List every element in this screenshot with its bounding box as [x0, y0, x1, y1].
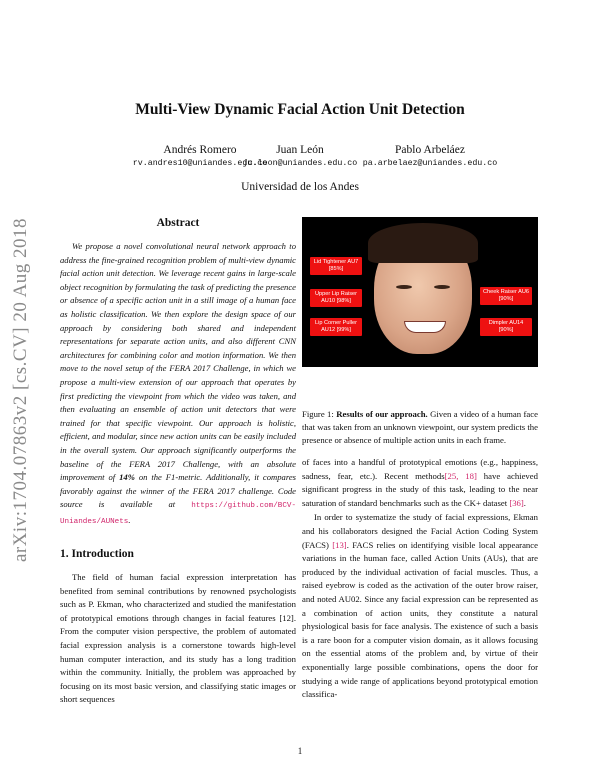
caption-prefix: Figure 1:: [302, 409, 337, 419]
paper-title: Multi-View Dynamic Facial Action Unit Detection: [135, 101, 465, 118]
abstract-heading: Abstract: [156, 217, 200, 229]
p1-text-c: .: [523, 497, 526, 508]
au-label-upper-lip-raiser: Upper Lip Raiser AU10 [98%]: [310, 289, 362, 307]
abstract-text-c: .: [128, 514, 131, 525]
arxiv-id: arXiv:1704.07863v2 [cs.CV] 20 Aug 2018: [10, 217, 31, 563]
abstract-text-b: on the F1-metric. Additionally, it compares favorably against the winner of the FERA 2017 challenge. Code source is available at: [60, 472, 297, 510]
page-number: 1: [297, 746, 303, 756]
p2-text-b: . FACS relies on identifying visible local appearance variations in the human face, called Action Units (AUs), that are produced by the individual activation of facial muscles. Thus, a raised eyebrow is coded as the activation of the outer brow raiser, and noted AU02. Since any facial expression can be represented as a combination of action units, they constitute a natural physiological basis for face analysis. The existence of such a basis is a rare boon for a computer vision domain, as it allows focusing on the essential atoms of the problem and, by virtue of their exponentially large possible combinations, opens the door for studying a wide range of applications beyond prototypical emotion classifica-: [302, 539, 538, 700]
author-email-1: rv.andres10@uniandes.edu.co: [132, 159, 268, 168]
author-name-3: Pablo Arbeláez: [395, 144, 465, 156]
au-label-lip-corner-puller: Lip Corner Puller AU12 [99%]: [310, 318, 362, 336]
figure-1-caption: [302, 408, 538, 448]
arxiv-stamp: [10, 200, 32, 580]
author-email-2: jc.leon@uniandes.edu.co: [242, 159, 358, 168]
affiliation: Universidad de los Andes: [241, 181, 359, 193]
abstract-text-a: We propose a novel convolutional neural network approach to address the fine-grained recognition problem of multi-view dynamic facial action unit detection. We leverage recent gains in large-scale object recognition by formulating the task of predicting the presence or absence of a specific action unit in a still image of a human face as holistic classification. We then explore the design space of our approach by considering both shared and independent representations for separate action units, and also different CNN architectures for combining color and motion information. We then move to the novel setup of the FERA 2017 Challenge, in which we propose a multi-view extension of our approach that operates by first predicting the viewpoint from which the video was taken, and then evaluating an ensemble of action unit detectors that were trained for that specific viewpoint. Our approach is holistic, efficient, and modular, since new action units can be easily included in the overall system. Our approach significantly outperforms the baseline of the FERA 2017 Challenge, with an absolute improvement of: [60, 241, 296, 483]
code-link[interactable]: https://github.com/BCV-Uniandes/AUNets: [60, 502, 296, 526]
intro-column-1: The field of human facial expression interpretation has benefited from seminal contributions by renowned psychologists such as P. Ekman, who characterized and studied the manifestation of prototypical emotions through changes in facial features [12]. From the computer vision perspective, the problem of automated facial expression analysis is a cornerstone towards high-level human computer interaction, and its study has a long tradition within the community. Initially, the problem was approached by focusing on its most basic version, and classifying static images or short sequences: [60, 572, 296, 705]
au-label-cheek-raiser: Cheek Raiser AU6 [90%]: [480, 287, 532, 305]
intro-paragraph-2: [302, 511, 538, 701]
intro-paragraph-1: [302, 456, 538, 510]
abstract-improvement: 14%: [119, 472, 135, 483]
ref-link-25-18[interactable]: [25, 18]: [444, 470, 477, 481]
author-name-1: Andrés Romero: [163, 144, 237, 156]
ref-link-13[interactable]: [13]: [332, 539, 347, 550]
right-eye-shape: [434, 285, 450, 289]
figure-1-image: [302, 217, 538, 367]
smile-shape: [404, 321, 446, 333]
p2-text-a: In order to systematize the study of facial expressions, Ekman and his collaborators designed the Facial Action Coding System (FACS): [302, 512, 538, 550]
p1-text-a: of faces into a handful of prototypical emotions (e.g., happiness, sadness, fear, etc.). Recent methods: [302, 457, 538, 481]
au-label-lid-tightener: Lid Tightener AU7 [85%]: [310, 257, 362, 275]
p1-text-b: have achieved significant progress in the study of this task, leading to the near saturation of standard benchmarks such as the CK+ dataset: [302, 470, 538, 508]
left-eye-shape: [396, 285, 412, 289]
intro-column-2: [302, 456, 538, 702]
au-label-dimpler: Dimpler AU14 [90%]: [480, 318, 532, 336]
author-email-3: pa.arbelaez@uniandes.edu.co: [362, 159, 498, 168]
ref-link-36[interactable]: [36]: [509, 497, 524, 508]
face-image: [374, 229, 472, 354]
intro-heading: 1. Introduction: [60, 548, 134, 560]
abstract-body: [60, 240, 296, 529]
caption-text: Given a video of a human face that was taken from an unknown viewpoint, our system predicts the presence or absence of multiple action units in each frame.: [302, 409, 538, 446]
caption-bold: Results of our approach.: [336, 409, 428, 419]
hair-shape: [368, 223, 478, 263]
author-name-2: Juan León: [276, 144, 324, 156]
